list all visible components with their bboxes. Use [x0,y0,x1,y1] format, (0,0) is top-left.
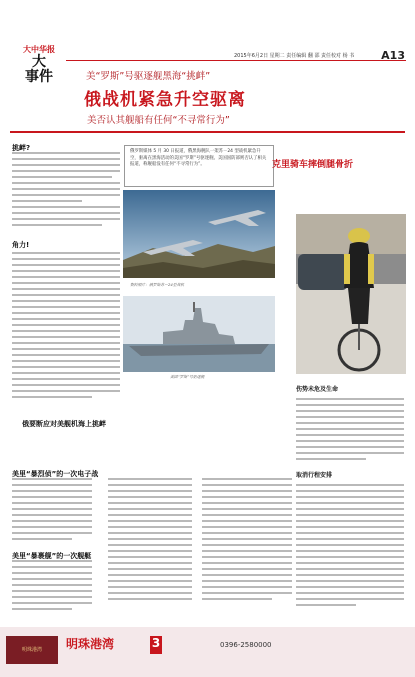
ship-photo [123,296,275,372]
kicker: 美“罗斯”号驱逐舰黑海“挑衅” [86,71,211,82]
body-text-bottom [12,430,292,620]
section-label: 大 事件 [25,54,53,85]
page-number: A13 [381,49,405,62]
lead-quote-box [124,145,274,187]
section-title: 美里“暴裹舰”的一次舰艇 [12,552,92,560]
photo-caption: 美国“罗斯”号驱逐舰 [170,374,205,379]
body-text-left [12,152,122,412]
page-title: 俄战机紧急升空驱离 [84,90,246,110]
photo-caption: 资料照片：俄罗斯苏－24型战机 [130,282,185,287]
body-text-right [296,384,406,620]
jets-photo [123,190,275,278]
sidebar-section-title: 取消行程安排 [296,472,333,479]
divider [10,131,405,133]
top-rule [66,60,406,61]
cyclist-photo [296,214,406,374]
masthead-logo [10,44,68,100]
section-title: 俄要断应对美舰机海上挑衅 [22,420,106,428]
ad-phone: 0396-2580000 [220,641,272,649]
date-line: 2015年6月2日 星期二 责任编辑 翻 邵 责任校对 杨 书 [234,53,355,59]
ad-banner[interactable] [0,627,415,677]
section-title: 美里“暴烈侦”的一次电子战 [12,470,99,478]
lead-quote: 俄罗斯媒体 5 月 30 日报道，俄黑海舰队一架苏－24 型战机紧急升空，驱离在黑海活动的美国“罗斯”号驱逐舰。美国国防部则否认了相关报道，称舰船没有任何“不寻常行为”。 [130,149,267,168]
subhead: 美否认其舰船有任何“不寻常行为” [87,115,230,126]
brand-label: 大中华报 [23,44,55,54]
ad-number: 3 [150,636,162,654]
section-title: 角力! [12,241,30,249]
ad-logo: 明珠港湾 [6,636,58,664]
ad-title: 明珠港湾 [66,637,115,651]
sidebar-section-title: 伤势未危及生命 [296,386,339,393]
sidebar-title: 克里骑车摔倒腿骨折 [272,160,354,170]
section-title: 挑衅? [12,144,31,152]
